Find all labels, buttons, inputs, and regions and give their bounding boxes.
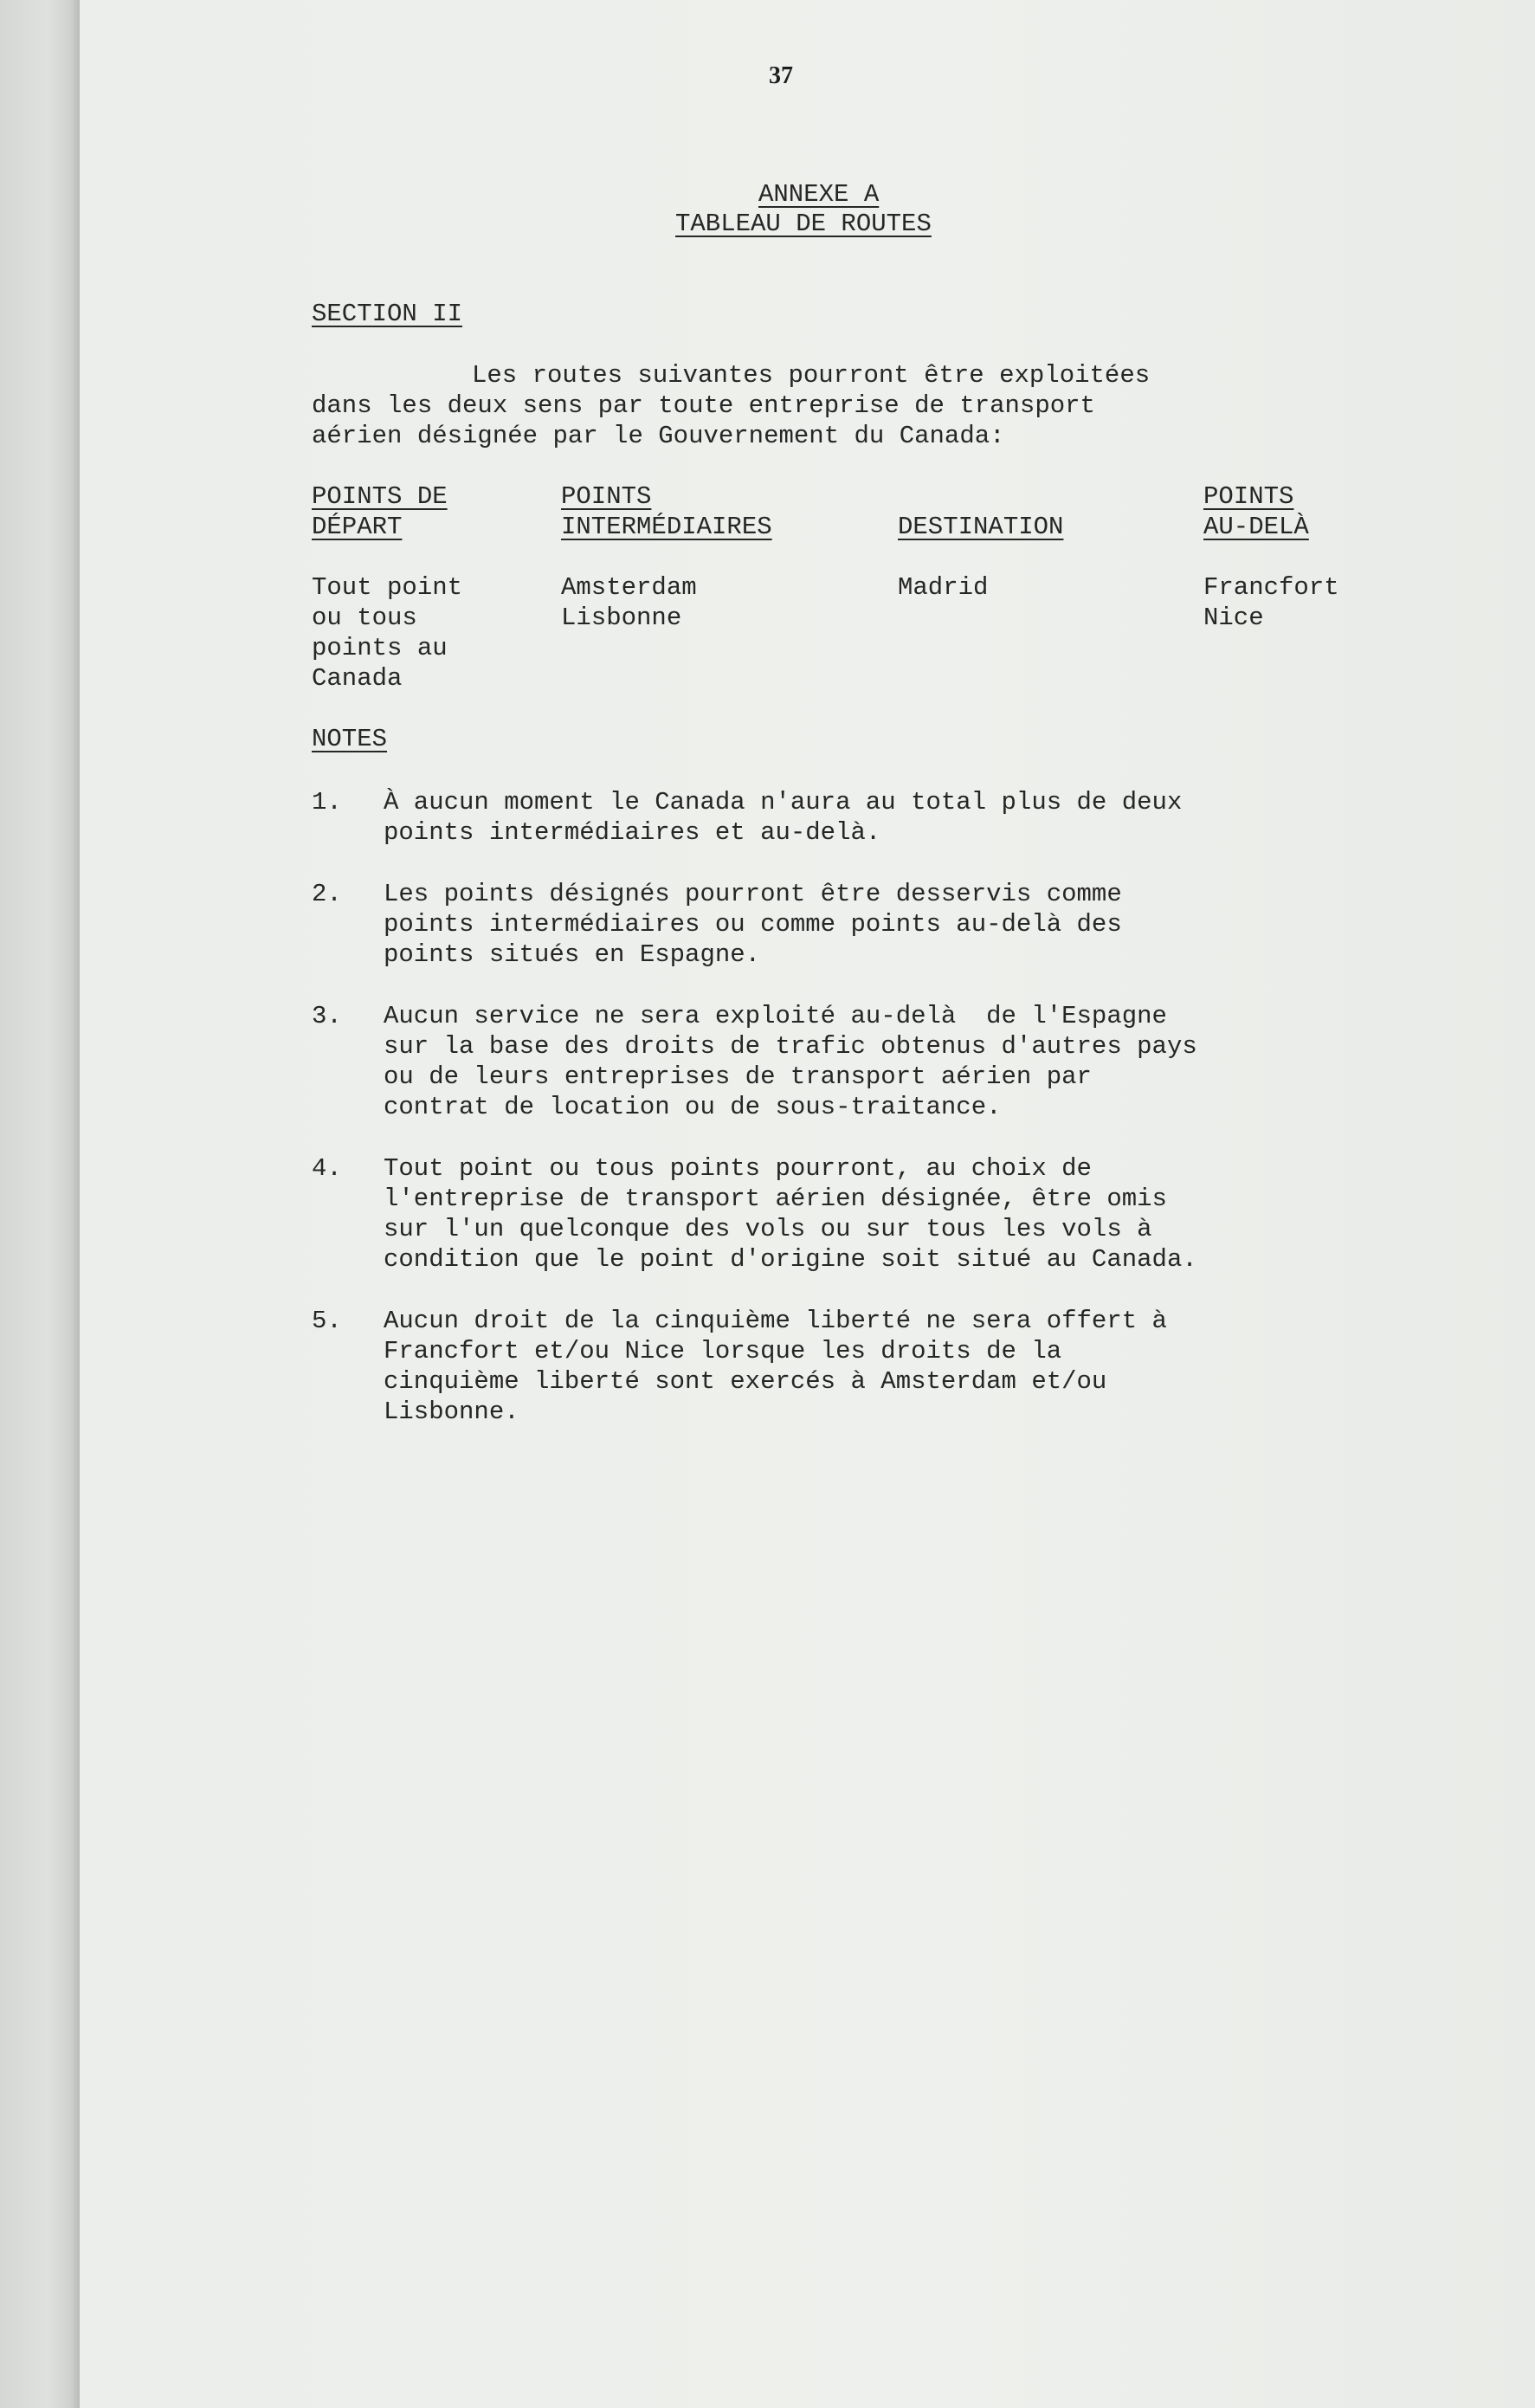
note-line: ou de leurs entreprises de transport aérien par — [384, 1062, 1092, 1091]
note-number: 5. — [312, 1307, 342, 1335]
note-number: 2. — [312, 880, 342, 908]
note-line: points intermédiaires ou comme points au-delà des — [384, 910, 1122, 939]
note-line: sur la base des droits de trafic obtenus d'autres pays — [384, 1032, 1197, 1061]
header-beyond-line-2: AU-DELÀ — [1203, 513, 1309, 541]
departure-cell-line-3: points au — [312, 634, 448, 662]
notes-title: NOTES — [312, 725, 388, 753]
header-intermediate-line-1: POINTS — [561, 482, 652, 511]
header-departure-line-2: DÉPART — [312, 513, 403, 541]
note-line: Francfort et/ou Nice lorsque les droits de la — [384, 1337, 1062, 1365]
note-line: points intermédiaires et au-delà. — [384, 818, 881, 847]
departure-cell-line-4: Canada — [312, 664, 403, 693]
note-line: condition que le point d'origine soit situé au Canada. — [384, 1245, 1197, 1274]
note-line: Les points désignés pourront être desservis comme — [384, 880, 1122, 908]
binding-gutter — [0, 0, 80, 2408]
departure-cell-line-2: ou tous — [312, 604, 417, 632]
table-title: TABLEAU DE ROUTES — [675, 210, 932, 238]
annex-title: ANNEXE A — [758, 180, 880, 209]
note-line: contrat de location ou de sous-traitance. — [384, 1093, 1002, 1121]
note-line: points situés en Espagne. — [384, 940, 761, 969]
note-number: 1. — [312, 788, 342, 817]
header-departure-line-1: POINTS DE — [312, 482, 448, 511]
intro-line-2: dans les deux sens par toute entreprise de transport — [312, 391, 1095, 420]
note-number: 4. — [312, 1154, 342, 1183]
intro-line-3: aérien désignée par le Gouvernement du Canada: — [312, 422, 1005, 450]
note-line: cinquième liberté sont exercés à Amsterdam et/ou — [384, 1367, 1107, 1396]
departure-cell-line-1: Tout point — [312, 573, 463, 602]
header-destination: DESTINATION — [898, 513, 1064, 541]
note-line: À aucun moment le Canada n'aura au total plus de deux — [384, 788, 1183, 817]
intermediate-cell-line-1: Amsterdam — [561, 573, 697, 602]
note-line: l'entreprise de transport aérien désignée, être omis — [384, 1185, 1167, 1213]
destination-cell: Madrid — [898, 573, 989, 602]
note-line: Aucun service ne sera exploité au-delà de l'Espagne — [384, 1002, 1167, 1030]
beyond-cell-line-1: Francfort — [1203, 573, 1339, 602]
note-number: 3. — [312, 1002, 342, 1030]
header-intermediate-line-2: INTERMÉDIAIRES — [561, 513, 772, 541]
beyond-cell-line-2: Nice — [1203, 604, 1264, 632]
note-line: Tout point ou tous points pourront, au choix de — [384, 1154, 1092, 1183]
note-line: sur l'un quelconque des vols ou sur tous les vols à — [384, 1215, 1152, 1243]
section-title: SECTION II — [312, 300, 463, 328]
intermediate-cell-line-2: Lisbonne — [561, 604, 682, 632]
note-line: Aucun droit de la cinquième liberté ne sera offert à — [384, 1307, 1167, 1335]
note-line: Lisbonne. — [384, 1398, 519, 1426]
page-number: 37 — [769, 62, 793, 89]
header-beyond-line-1: POINTS — [1203, 482, 1294, 511]
intro-line-1: Les routes suivantes pourront être exploitées — [472, 361, 1151, 390]
